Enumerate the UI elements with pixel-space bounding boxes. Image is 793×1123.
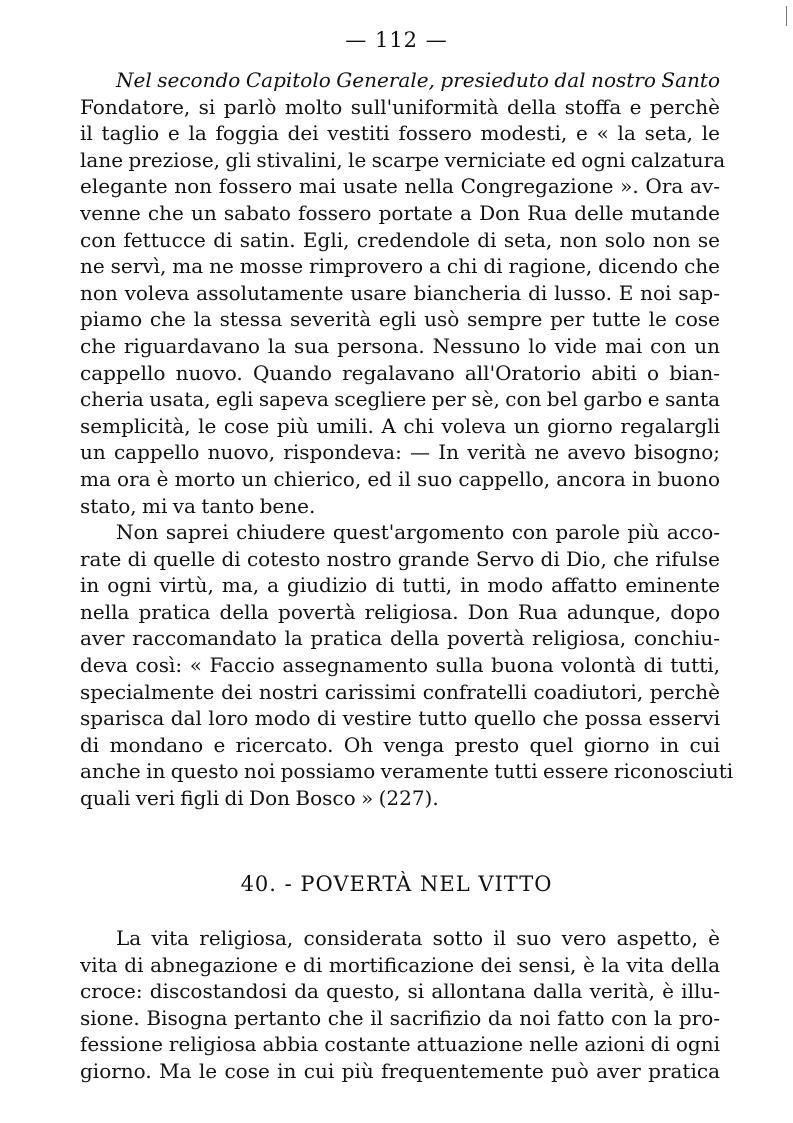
text-line: sparisca dal loro modo di vestire tutto quello che possa esservi bbox=[80, 706, 720, 731]
section-heading: 40. - POVERTÀ NEL VITTO bbox=[240, 872, 553, 896]
text-line: Fondatore, si parlò molto sull'uniformità della stoffa e perchè bbox=[80, 94, 720, 119]
text-line: croce: discostandosi da questo, si allontana dalla verità, è illu- bbox=[80, 979, 720, 1004]
text-line: ne servì, ma ne mosse rimprovero a chi di ragione, dicendo che bbox=[80, 254, 720, 279]
text-line: lane preziose, gli stivalini, le scarpe verniciate ed ogni calzatura bbox=[80, 147, 726, 172]
text-line: piamo che la stessa severità egli usò sempre per tutte le cose bbox=[80, 307, 720, 332]
text-line: nella pratica della povertà religiosa. Don Rua adunque, dopo bbox=[80, 599, 720, 624]
body-text-top bbox=[80, 67, 734, 812]
text-line: giorno. Ma le cose in cui più frequentemente può aver pratica bbox=[80, 1058, 720, 1083]
text-line: che riguardavano la sua persona. Nessuno lo vide mai con un bbox=[80, 333, 720, 358]
text-line: ma ora è morto un chierico, ed il suo cappello, ancora in buono bbox=[80, 466, 720, 491]
text-line: deva così: « Faccio assegnamento sulla buona volontà di tutti, bbox=[80, 653, 720, 678]
paragraph bbox=[80, 67, 726, 519]
text-line: il taglio e la foggia dei vestiti fossero modesti, e « la seta, le bbox=[80, 121, 720, 146]
page-number: — 112 — bbox=[345, 28, 448, 52]
text-line: stato, mi va tanto bene. bbox=[80, 493, 316, 518]
text-line: venne che un sabato fossero portate a Don Rua delle mutande bbox=[80, 200, 720, 225]
scan-edge-mark bbox=[786, 6, 787, 26]
text-line: cappello nuovo. Quando regalavano all'Oratorio abiti o bian- bbox=[80, 360, 720, 385]
text-line: sione. Bisogna pertanto che il sacrifizio da noi fatto con la pro- bbox=[80, 1005, 720, 1030]
text-line: rate di quelle di cotesto nostro grande Servo di Dio, che rifulse bbox=[80, 546, 720, 571]
text-line: vita di abnegazione e di mortificazione dei sensi, è la vita della bbox=[80, 952, 720, 977]
text-line: anche in questo noi possiamo veramente tutti essere riconosciuti bbox=[80, 759, 734, 784]
text-line: non voleva assolutamente usare biancheria di lusso. E noi sap- bbox=[80, 280, 720, 305]
text-line: con fettucce di satin. Egli, credendole di seta, non solo non se bbox=[80, 227, 720, 252]
text-line: elegante non fossero mai usate nella Congregazione ». Ora av- bbox=[80, 174, 720, 199]
text-line: Non saprei chiudere quest'argomento con parole più acco- bbox=[116, 520, 720, 545]
text-line: semplicità, le cose più umili. A chi voleva un giorno regalargli bbox=[80, 413, 720, 438]
text-line: cheria usata, egli sapeva scegliere per sè, con bel garbo e santa bbox=[80, 387, 720, 412]
paragraph bbox=[80, 925, 720, 1085]
text-line: fessione religiosa abbia costante attuazione nelle azioni di ogni bbox=[80, 1032, 720, 1057]
text-line: aver raccomandato la pratica della povertà religiosa, conchiu- bbox=[80, 626, 720, 651]
text-line: un cappello nuovo, rispondeva: — In verità ne avevo bisogno; bbox=[80, 440, 720, 465]
text-line: La vita religiosa, considerata sotto il suo vero aspetto, è bbox=[116, 926, 720, 950]
paragraph bbox=[80, 519, 734, 812]
text-line: di mondano e ricercato. Oh venga presto quel giorno in cui bbox=[80, 732, 720, 757]
text-line: in ogni virtù, ma, a giudizio di tutti, in modo affatto eminente bbox=[80, 573, 720, 598]
body-text-bottom bbox=[80, 925, 720, 1085]
text-line: specialmente dei nostri carissimi confratelli coadiutori, perchè bbox=[80, 679, 720, 704]
text-line: Nel secondo Capitolo Generale, presieduto dal nostro Santo bbox=[116, 68, 720, 92]
text-line: quali veri figli di Don Bosco » (227). bbox=[80, 786, 439, 811]
